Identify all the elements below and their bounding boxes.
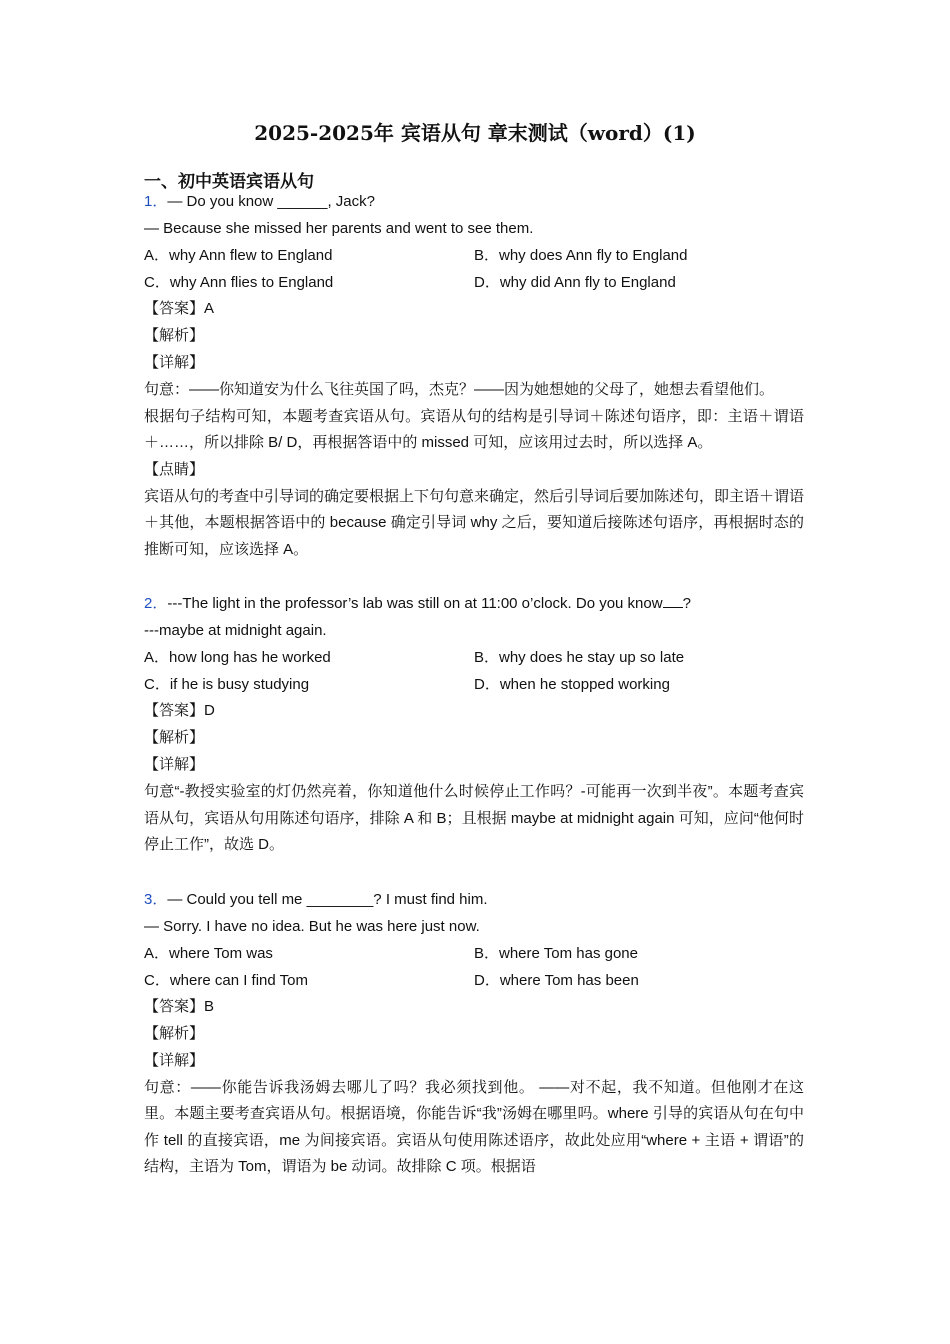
question-stem (144, 188, 804, 215)
answer-value: D (204, 702, 215, 719)
options-row (144, 940, 804, 967)
option-a: A．how long has he worked (144, 649, 331, 666)
analysis-label: 【解析】 (144, 327, 205, 344)
detail-paragraph: 句意“-教授实验室的灯仍然亮着，你知道他什么时候停止工作吗？-可能再一次到半夜”。本题考查宾语从句，宾语从句用陈述句语序，排除 A 和 B；且根据 maybe at midnight again 可知，应问“他何时停止工作”，故选 D。 (144, 783, 804, 853)
option-a: A．where Tom was (144, 944, 273, 962)
question-reply: — Because she missed her parents and went to see them. (144, 220, 534, 237)
option-d: D．where Tom has been (474, 971, 639, 989)
answer-label: 【答案】 (144, 702, 205, 719)
option-c: C．why Ann flies to England (144, 274, 334, 291)
question-stem (144, 590, 804, 617)
question-text: — Do you know ______, Jack? (167, 193, 375, 210)
question-number: 2． (144, 595, 168, 612)
detail-label: 【详解】 (144, 756, 205, 773)
question-text: ---The light in the professor’s lab was still on at 11:00 o’clock. Do you know (167, 595, 663, 612)
detail-paragraph: 句意：——你能告诉我汤姆去哪儿了吗？我必须找到他。 ——对不起，我不知道。但他刚才在这里。本题主要考查宾语从句。根据语境，你能告诉“我”汤姆在哪里吗。where 引导的宾语从句在句中作 tell 的直接宾语，me 为间接宾语。宾语从句使用陈述语序，故此处应用“where + 主语 + 谓语”的结构，主语为 Tom，谓语为 be 动词。故排除 C 项。根据语 (144, 1078, 804, 1175)
answer-label: 【答案】 (144, 997, 205, 1015)
question-number: 3． (144, 890, 168, 908)
option-d: D．when he stopped working (474, 676, 670, 693)
answer-label: 【答案】 (144, 300, 205, 317)
option-a: A．why Ann flew to England (144, 247, 333, 264)
answer-line (144, 994, 804, 1021)
question-reply: ---maybe at midnight again. (144, 622, 327, 639)
comment-label: 【点睛】 (144, 460, 205, 478)
option-c: C．where can I find Tom (144, 971, 308, 989)
options-row (144, 269, 804, 296)
options-row (144, 967, 804, 994)
comment-paragraph: 宾语从句的考查中引导词的确定要根据上下句句意来确定，然后引导词后要加陈述句，即主语＋谓语＋其他，本题根据答语中的 because 确定引导词 why 之后，要知道后接陈述句语序，再根据时态的推断可知，应该选择 A。 (144, 487, 805, 558)
page-title: 2025-2025年 宾语从句 章末测试（word）(1) (254, 121, 696, 145)
detail-paragraph: 根据句子结构可知，本题考查宾语从句。宾语从句的结构是引导词＋陈述句语序，即：主语＋谓语＋……，所以排除 B/ D，再根据答语中的 missed 可知，应该用过去时，所以选择 A。 (144, 407, 804, 451)
question-number: 1． (144, 193, 168, 210)
option-b: B．why does Ann fly to England (474, 247, 688, 264)
detail-label: 【详解】 (144, 1051, 205, 1069)
option-b: B．where Tom has gone (474, 944, 638, 962)
question-text: — Could you tell me ________? I must find him. (167, 890, 488, 908)
question-2 (144, 590, 804, 859)
questions-content (144, 188, 804, 1181)
answer-value: B (204, 997, 215, 1015)
analysis-label: 【解析】 (144, 729, 205, 746)
detail-label: 【详解】 (144, 354, 205, 371)
options-row (144, 644, 804, 671)
options-row (144, 671, 804, 698)
answer-line (144, 296, 804, 323)
question-1 (144, 188, 804, 563)
option-c: C．if he is busy studying (144, 676, 310, 693)
answer-blank (663, 595, 683, 608)
question-text-end: ? (682, 595, 691, 612)
answer-line (144, 698, 804, 725)
options-row (144, 242, 804, 269)
answer-value: A (204, 300, 215, 317)
detail-paragraph: 句意：——你知道安为什么飞往英国了吗，杰克？——因为她想她的父母了，她想去看望他们。 (144, 381, 775, 398)
option-d: D．why did Ann fly to England (474, 274, 676, 291)
option-b: B．why does he stay up so late (474, 649, 685, 666)
question-stem (144, 886, 804, 913)
question-3 (144, 886, 804, 1181)
question-reply: — Sorry. I have no idea. But he was here just now. (144, 917, 480, 935)
section-heading: 一、初中英语宾语从句 (144, 172, 314, 192)
analysis-label: 【解析】 (144, 1024, 205, 1042)
